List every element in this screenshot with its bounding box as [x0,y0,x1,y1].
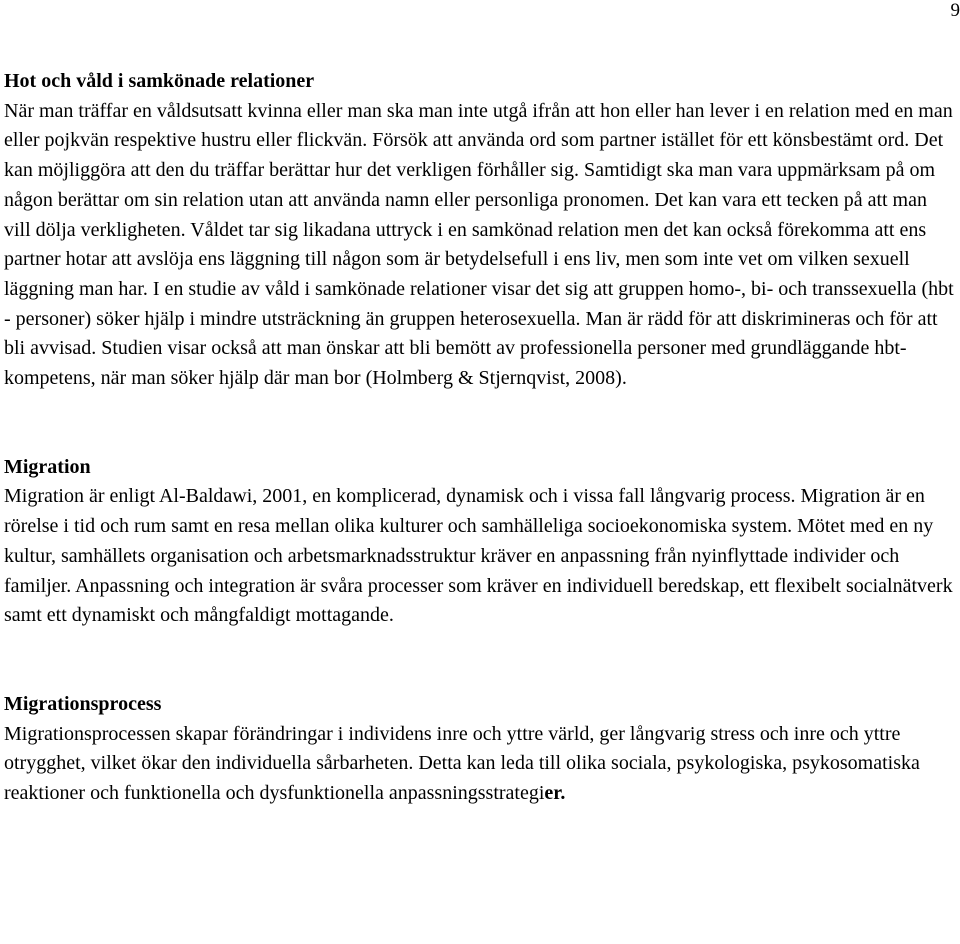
section-heading: Migrationsprocess [4,692,162,715]
page-number: 9 [950,0,960,21]
section-spacer [4,394,956,453]
document-body [4,67,956,809]
section-paragraph [4,720,956,809]
section-migration [4,453,956,631]
section-heading: Hot och våld i samkönade relationer [4,70,315,92]
section-migrationsprocess [4,690,956,809]
section-paragraph: När man träffar en våldsutsatt kvinna eller man ska man inte utgå ifrån att hon eller han lever i en relation med en man eller pojkvän respektive hustru eller flickvän. Försök att använda ord som partner istället för ett könsbestämt ord. Det kan möjliggöra att den du träffar berättar hur det verkligen förhåller sig. Samtidigt ska man vara uppmärksam på om någon berättar om sin relation utan att använda namn eller personliga pronomen. Det kan vara ett tecken på att man vill dölja verkligheten. Våldet tar sig likadana uttryck i en samkönad relation men det kan också förekomma att ens partner hotar att avslöja ens läggning till någon som är betydelsefull i ens liv, men som inte vet om vilken sexuell läggning man har. I en studie av våld i samkönade relationer visar det sig att gruppen homo-, bi- och transsexuella (hbt - personer) söker hjälp i mindre utsträckning än gruppen heterosexuella. Man är rädd för att diskrimineras och för att bli avvisad. Studien visar också att man önskar att bli bemött av professionella personer med grundläggande hbt-kompetens, när man söker hjälp där man bor (Holmberg & Stjernqvist, 2008). [4,99,954,390]
paragraph-text: Migrationsprocessen skapar förändringar i individens inre och yttre värld, ger långvarig stress och inre och yttre otrygghet, vilket ökar den individuella sårbarheten. Detta kan leda till olika sociala, psykologiska, psykosomatiska reaktioner och funktionella och dysfunktionella anpassningsstrategi [4,722,920,805]
section-paragraph: Migration är enligt Al-Baldawi, 2001, en komplicerad, dynamisk och i vissa fall långvarig process. Migration är en rörelse i tid och rum samt en resa mellan olika kulturer och samhälleliga socioekonomiska system. Mötet med en ny kultur, samhällets organisation och arbetsmarknadsstruktur kräver en anpassning från nyinflyttade individer och familjer. Anpassning och integration är svåra processer som kräver en individuell beredskap, ett flexibelt socialnätverk samt ett dynamiskt och mångfaldigt mottagande. [4,485,953,627]
section-heading: Migration [4,455,91,478]
section-spacer [4,631,956,690]
section-samkonade-relationer [4,67,956,394]
paragraph-bold-tail: er. [544,782,566,805]
